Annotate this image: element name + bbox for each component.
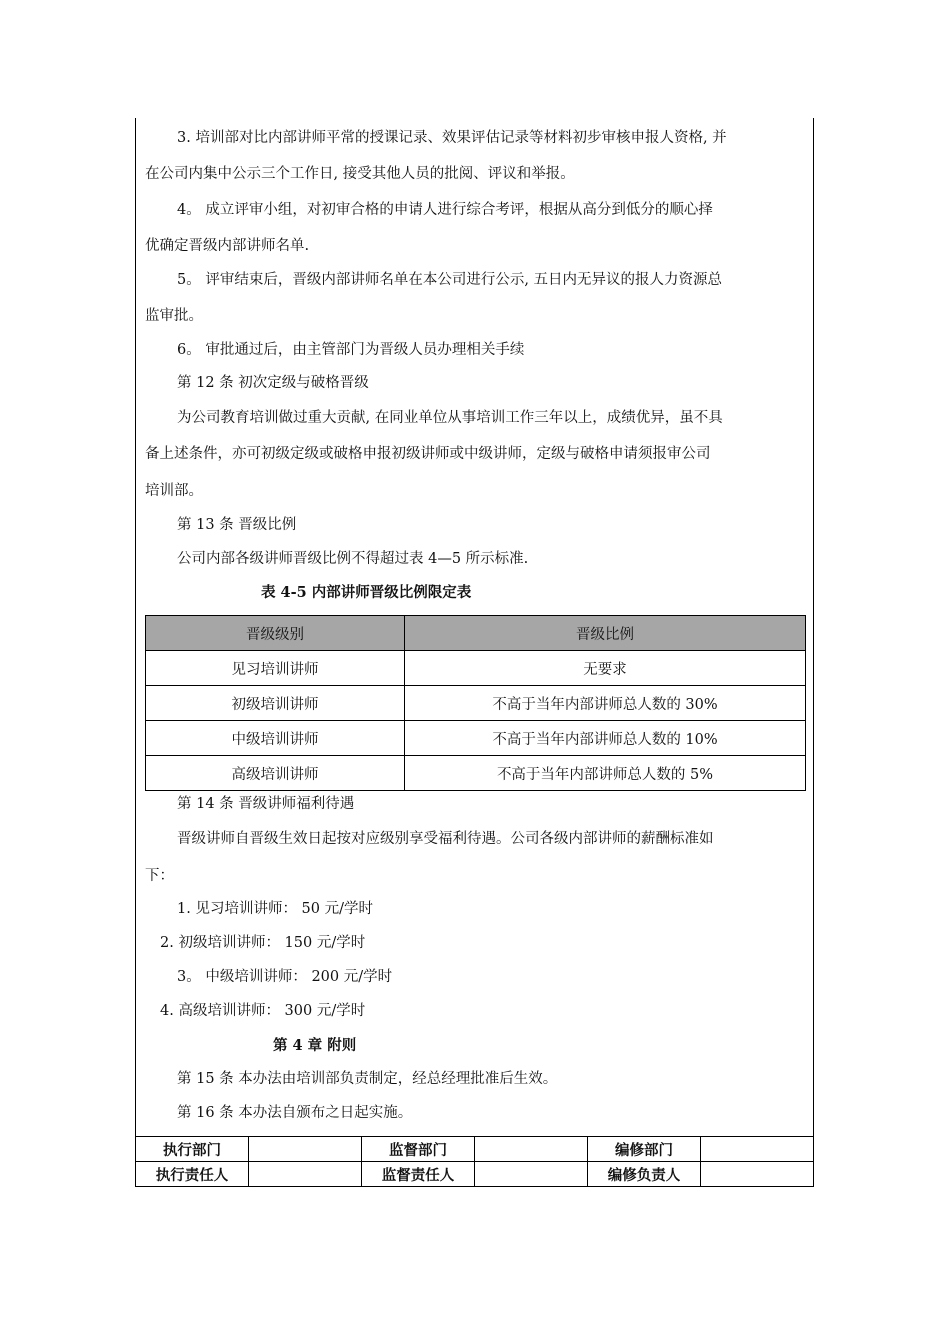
table-cell: 无要求 xyxy=(405,651,806,686)
list-item: 4. 高级培训讲师： 300 元/学时 xyxy=(160,1003,366,1019)
paragraph-line: 6。 审批通过后，由主管部门为晋级人员办理相关手续 xyxy=(177,342,525,358)
table-header-cell: 晋级级别 xyxy=(146,616,405,651)
paragraph-line: 5。 评审结束后，晋级内部讲师名单在本公司进行公示, 五日内无异议的报人力资源总 xyxy=(177,272,723,288)
paragraph-line: 在公司内集中公示三个工作日, 接受其他人员的批阅、评议和举报。 xyxy=(145,166,575,182)
promotion-ratio-table xyxy=(145,615,806,791)
paragraph-line: 3. 培训部对比内部讲师平常的授课记录、效果评估记录等材料初步审核申报人资格, 并 xyxy=(177,130,727,146)
supervision-dept-label: 监督部门 xyxy=(362,1137,475,1162)
list-item: 3。 中级培训讲师： 200 元/学时 xyxy=(177,969,393,985)
execution-dept-label: 执行部门 xyxy=(136,1137,249,1162)
supervision-owner-value xyxy=(475,1162,588,1187)
table-row xyxy=(146,756,806,791)
table-row xyxy=(136,1162,814,1187)
table-header-cell: 晋级比例 xyxy=(405,616,806,651)
revision-dept-value xyxy=(701,1137,814,1162)
revision-owner-value xyxy=(701,1162,814,1187)
table-title: 表 4-5 内部讲师晋级比例限定表 xyxy=(261,584,472,601)
table-row xyxy=(146,651,806,686)
paragraph-line: 为公司教育培训做过重大贡献, 在同业单位从事培训工作三年以上，成绩优异，虽不具 xyxy=(177,410,723,426)
table-row xyxy=(136,1137,814,1162)
article-heading: 第 15 条 本办法由培训部负责制定，经总经理批准后生效。 xyxy=(177,1071,558,1087)
table-cell: 不高于当年内部讲师总人数的 30% xyxy=(405,686,806,721)
table-cell: 不高于当年内部讲师总人数的 10% xyxy=(405,721,806,756)
execution-owner-label: 执行责任人 xyxy=(136,1162,249,1187)
revision-dept-label: 编修部门 xyxy=(588,1137,701,1162)
supervision-owner-label: 监督责任人 xyxy=(362,1162,475,1187)
paragraph-line: 监审批。 xyxy=(145,308,203,324)
table-cell: 高级培训讲师 xyxy=(146,756,405,791)
article-heading: 第 12 条 初次定级与破格晋级 xyxy=(177,375,369,391)
paragraph-line: 公司内部各级讲师晋级比例不得超过表 4—5 所示标准. xyxy=(177,551,529,567)
table-row xyxy=(146,721,806,756)
table-cell: 中级培训讲师 xyxy=(146,721,405,756)
paragraph-line: 备上述条件，亦可初级定级或破格申报初级讲师或中级讲师，定级与破格申请须报审公司 xyxy=(145,446,711,462)
chapter-heading: 第 4 章 附则 xyxy=(273,1037,357,1054)
paragraph-line: 下： xyxy=(145,868,174,884)
table-header-row xyxy=(146,616,806,651)
supervision-dept-value xyxy=(475,1137,588,1162)
paragraph-line: 晋级讲师自晋级生效日起按对应级别享受福利待遇。公司各级内部讲师的薪酬标准如 xyxy=(177,831,714,847)
responsibility-table xyxy=(135,1136,814,1187)
execution-dept-value xyxy=(249,1137,362,1162)
table-cell: 初级培训讲师 xyxy=(146,686,405,721)
article-heading: 第 14 条 晋级讲师福利待遇 xyxy=(177,796,355,812)
article-heading: 第 16 条 本办法自颁布之日起实施。 xyxy=(177,1105,413,1121)
list-item: 1. 见习培训讲师： 50 元/学时 xyxy=(177,901,373,917)
table-cell: 见习培训讲师 xyxy=(146,651,405,686)
paragraph-line: 4。 成立评审小组，对初审合格的申请人进行综合考评，根据从高分到低分的顺心择 xyxy=(177,202,713,218)
list-item: 2. 初级培训讲师： 150 元/学时 xyxy=(160,935,366,951)
paragraph-line: 优确定晋级内部讲师名单. xyxy=(145,238,310,254)
table-row xyxy=(146,686,806,721)
paragraph-line: 培训部。 xyxy=(145,483,203,499)
table-cell: 不高于当年内部讲师总人数的 5% xyxy=(405,756,806,791)
revision-owner-label: 编修负责人 xyxy=(588,1162,701,1187)
article-heading: 第 13 条 晋级比例 xyxy=(177,517,297,533)
execution-owner-value xyxy=(249,1162,362,1187)
